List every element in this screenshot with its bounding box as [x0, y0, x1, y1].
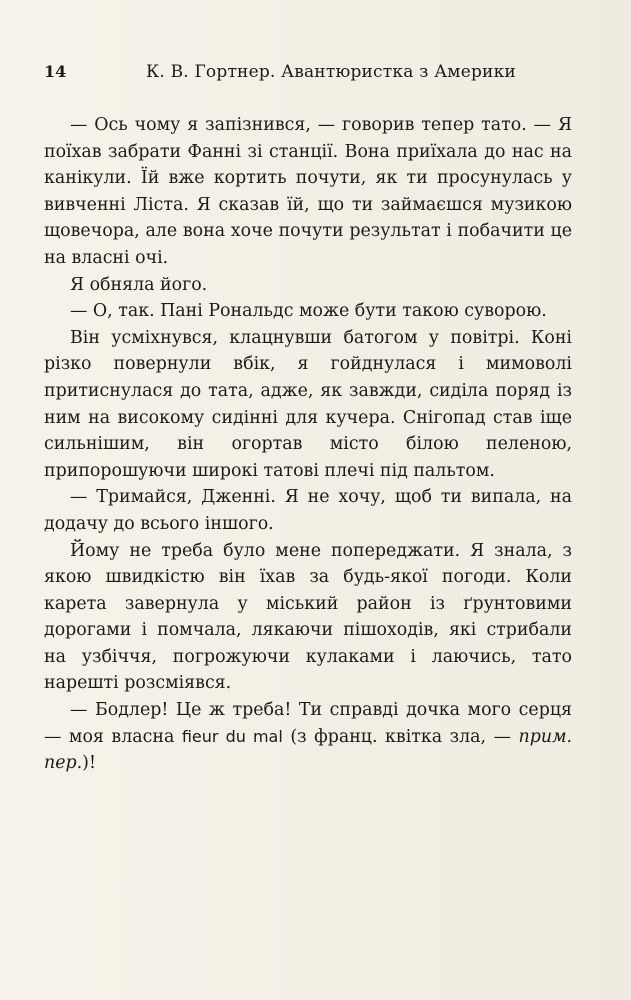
paragraph: — Ось чому я запізнився, — говорив тепер тато. — Я поїхав забрати Фанні зі станції. Вона приїхала до нас на канікули. Їй вже кортить почути, як ти просунулась у вивченні Ліста. Я сказав їй, що ти займаєшся музикою щовечора, але вона хоче почути результат і побачити це на власні очі. — [44, 115, 572, 268]
running-head: К. В. Гортнер. Авантюристка з Америки — [146, 62, 516, 82]
final-paragraph — [44, 697, 572, 777]
foreign-phrase: fieur du mal — [181, 726, 283, 746]
paragraph: Йому не треба було мене попереджати. Я знала, з якою швидкістю він їхав за будь-якої погоди. Коли карета завернула у міський район із ґрунтовими дорогами і помчала, лякаючи пішоходів, які стрибали на узбіччя, погрожуючи кулаками і лаючись, тато нарешті розсміявся. — [44, 540, 572, 694]
translator-note: прим. пер. — [44, 726, 573, 774]
page-number: 14 — [44, 62, 67, 81]
translation-text: (з франц. квітка зла, — — [290, 726, 511, 747]
paragraph: — Тримайся, Дженні. Я не хочу, щоб ти випала, на додачу до всього іншого. — [44, 487, 572, 534]
body-text — [44, 112, 572, 777]
final-text-before: — Бодлер! Це ж треба! Ти справді дочка мого серця — моя власна — [44, 700, 572, 747]
final-text-after: )! — [82, 753, 96, 774]
paragraph: Він усміхнувся, клацнувши батогом у повітрі. Коні різко повернули вбік, я гойднулася і мимоволі притиснулася до тата, адже, як завжди, сиділа поряд із ним на високому сидінні для кучера. Снігопад став іще сильнішим, він огортав місто білою пеленою, припорошуючи широкі татові плечі під пальтом. — [44, 327, 572, 481]
page-header — [44, 62, 571, 86]
paragraph: Я обняла його. — [70, 274, 208, 295]
paragraph: — О, так. Пані Рональдс може бути такою суворою. — [70, 301, 547, 322]
